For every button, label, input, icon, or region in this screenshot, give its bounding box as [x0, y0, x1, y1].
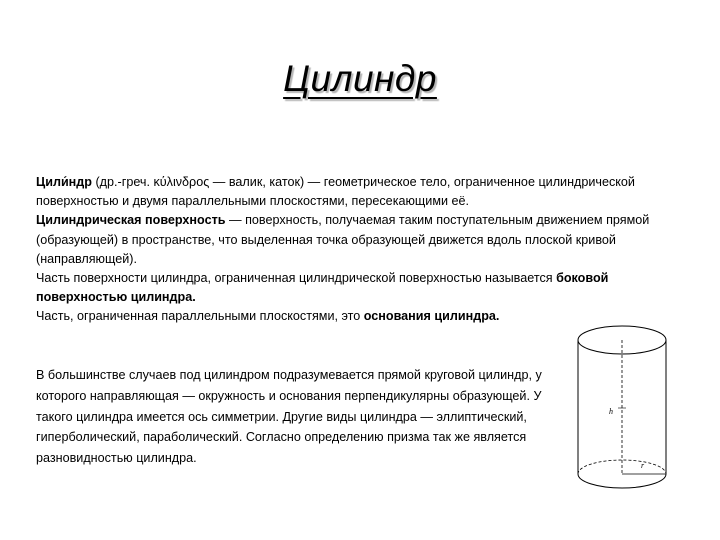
definition-term: Цили́ндр [36, 175, 92, 189]
surface-text: — поверхность, получаемая таким поступательным движением прямой (образующей) в пространстве, что выделенная точка образующей движется вдоль плоской кривой (направляющей). [36, 213, 650, 266]
cylinder-diagram [566, 318, 678, 506]
surface-term: Цилиндрическая поверхность [36, 213, 226, 228]
surface-paragraph [36, 211, 686, 269]
height-label: h [609, 407, 613, 416]
cylinder-bottom-base-front [578, 474, 666, 488]
cylinder-types-paragraph: В большинстве случаев под цилиндром подразумевается прямой круговой цилиндр, у которого направляющая — окружность и основания перпендикулярны образующей. У такого цилиндра имеется ось симметрии. Другие виды цилиндра — эллиптический, гиперболический, параболический. Согласно определению призма так же является разновидностью цилиндра. [36, 368, 542, 466]
cylinder-figure [566, 318, 678, 506]
bases-term: основания цилиндра. [363, 309, 500, 324]
definition-paragraph [36, 173, 686, 211]
cylinder-types-block [36, 365, 556, 469]
bases-text: Часть, ограниченная параллельными плоскостями, это [36, 309, 364, 324]
slide-title: Цилиндр [283, 58, 437, 99]
radius-label: r [641, 461, 645, 470]
definition-text: (др.-греч. κύλινδρος — валик, каток) — геометрическое тело, ограниченное цилиндрической поверхностью и двумя параллельными плоскостями, пересекающими её. [36, 175, 635, 209]
lateral-paragraph [36, 269, 686, 307]
lateral-text: Часть поверхности цилиндра, ограниченная цилиндрической поверхностью называется [36, 271, 557, 286]
definition-block [36, 173, 686, 327]
lateral-term: боковой поверхностью цилиндра. [36, 271, 609, 305]
